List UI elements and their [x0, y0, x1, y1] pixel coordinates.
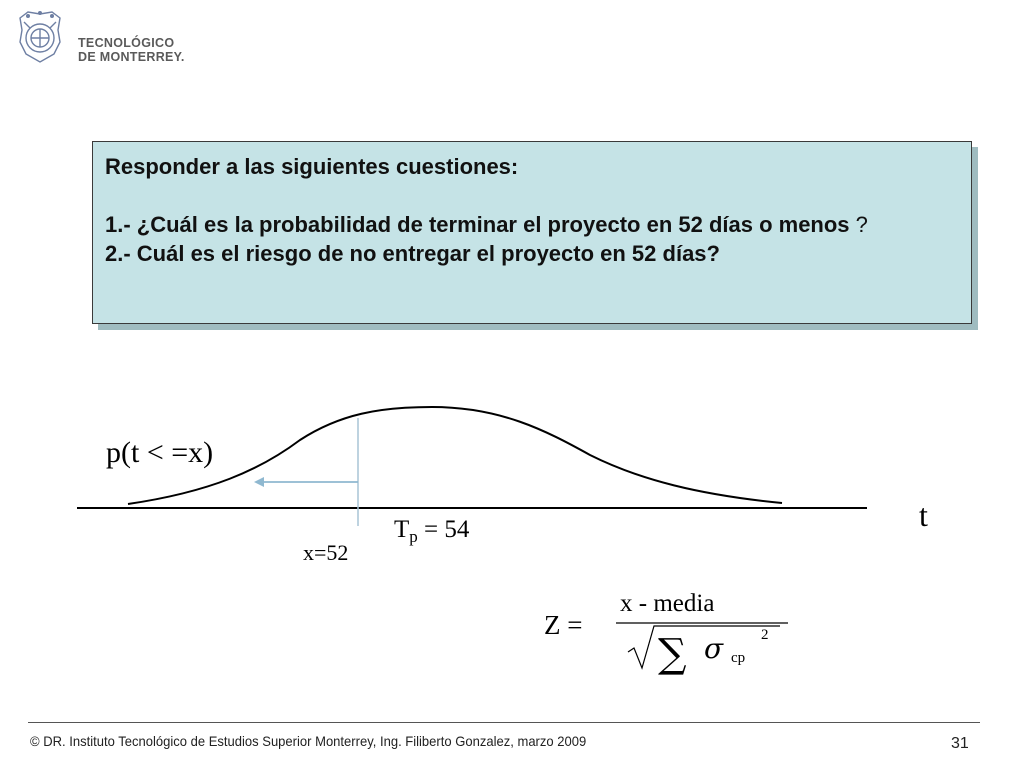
probability-arrow-head [254, 477, 264, 487]
logo-line-2: DE MONTERREY. [78, 50, 185, 64]
question-1-mark: ? [849, 212, 868, 237]
probability-label: p(t < =x) [106, 436, 214, 469]
sigma-symbol: σ [704, 632, 724, 665]
tp-subscript: p [409, 527, 418, 546]
normal-curve [128, 407, 782, 504]
sigma-subscript: cp [731, 650, 746, 666]
tp-prefix: T [394, 516, 410, 543]
formula-lhs: Z = [544, 610, 583, 640]
z-score-formula [530, 580, 800, 680]
tp-label [394, 516, 469, 547]
t-axis-label: t [919, 497, 928, 533]
logo-line-1: TECNOLÓGICO [78, 36, 175, 50]
formula-numerator: x - media [620, 590, 715, 617]
questions-heading: Responder a las siguientes cuestiones: [105, 154, 519, 179]
question-1-text: 1.- ¿Cuál es la probabilidad de terminar el proyecto en 52 días o menos [105, 212, 850, 237]
page-number: 31 [951, 735, 969, 752]
question-2: 2.- Cuál es el riesgo de no entregar el proyecto en 52 días? [105, 241, 720, 266]
tp-value: = 54 [417, 516, 470, 543]
footer-divider [28, 722, 980, 723]
sigma-exponent: 2 [761, 627, 769, 643]
footer-copyright: © DR. Instituto Tecnológico de Estudios Superior Monterrey, Ing. Filiberto Gonzalez, marzo 2009 [30, 733, 587, 749]
x-value-label: x=52 [303, 540, 349, 565]
sum-symbol: ∑ [658, 631, 687, 677]
